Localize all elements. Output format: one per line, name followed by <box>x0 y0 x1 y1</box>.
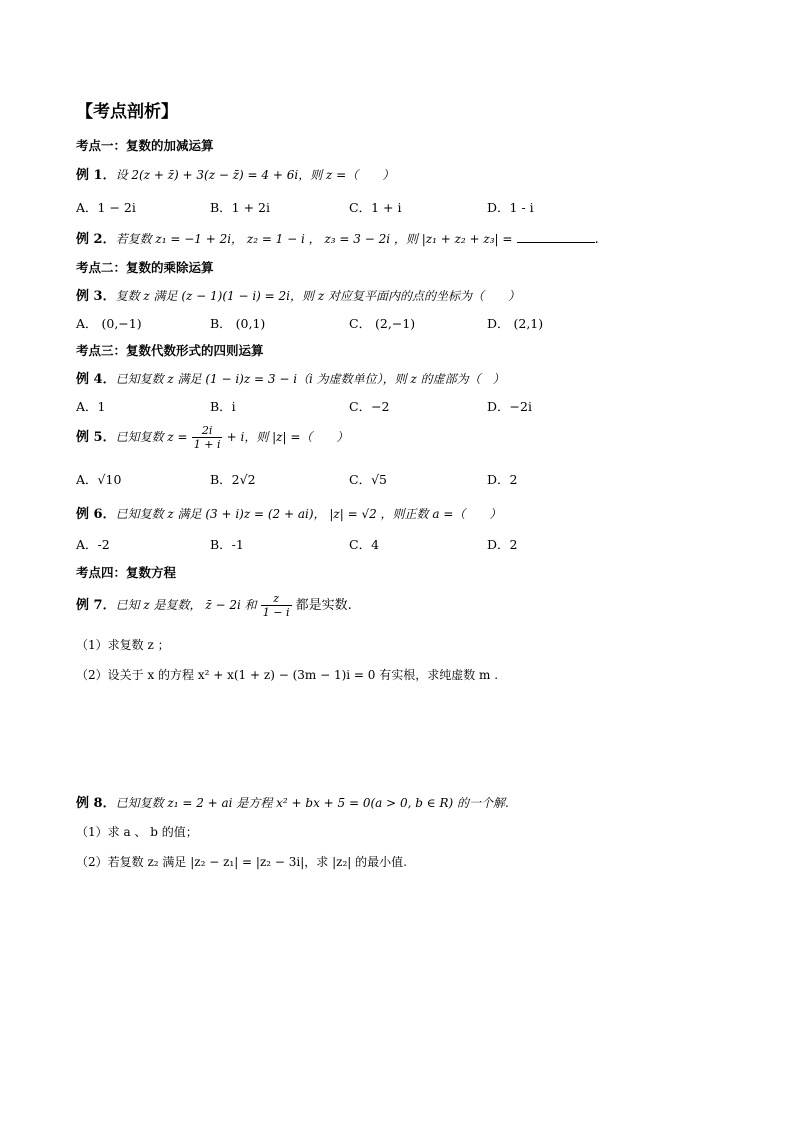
example-7-question-1: （1）求复数 z ； <box>76 638 170 652</box>
example-1-option-c: C．1 + i <box>349 200 402 215</box>
fraction-numerator: 2i <box>192 424 223 438</box>
example-8-question-2: （2）若复数 z₂ 满足 |z₂ − z₁| = |z₂ − 3i|，求 |z₂| 的最小值. <box>76 855 407 869</box>
example-4-label: 例 4． <box>76 372 116 387</box>
example-4-option-d: D．−2i <box>487 399 532 414</box>
example-3-option-c: C． (2,−1) <box>349 316 416 331</box>
example-8 <box>76 792 509 811</box>
example-5-option-a: A．√10 <box>76 472 122 487</box>
section-heading-4: 考点四：复数方程 <box>76 565 177 580</box>
example-4-option-c: C．−2 <box>349 399 390 414</box>
example-4-option-a: A．1 <box>76 399 106 414</box>
example-6-option-b: B．-1 <box>210 537 244 552</box>
example-5-option-c: C．√5 <box>349 472 387 487</box>
example-1-option-b: B．1 + 2i <box>210 200 271 215</box>
section-heading-3: 考点三：复数代数形式的四则运算 <box>76 343 264 358</box>
example-4-stem: 已知复数 z 满足 (1 − i)z = 3 − i（i 为虚数单位），则 z 的虚部为（ ） <box>115 372 505 386</box>
example-5-option-d: D．2 <box>487 472 518 487</box>
example-8-stem: 已知复数 z₁ = 2 + ai 是方程 x² + bx + 5 = 0(a > 0, b ∈ R) 的一个解. <box>115 796 509 810</box>
example-3-option-b: B． (0,1) <box>210 316 266 331</box>
example-8-question-1: （1）求 a 、 b 的值； <box>76 825 198 839</box>
example-3-option-d: D． (2,1) <box>487 316 544 331</box>
example-5-stem-pre: 已知复数 z = <box>115 430 188 444</box>
example-3-label: 例 3． <box>76 289 116 304</box>
example-2 <box>76 228 599 247</box>
example-3-stem: 复数 z 满足 (z − 1)(1 − i) = 2i，则 z 对应复平面内的点的坐标为（ ） <box>115 289 520 303</box>
example-7-stem-post: 都是实数. <box>295 598 352 613</box>
example-6-option-c: C．4 <box>349 537 380 552</box>
example-7-fraction <box>261 592 292 619</box>
example-2-stem: 若复数 z₁ = −1 + 2i， z₂ = 1 − i ， z₃ = 3 − 2i ，则 |z₁ + z₂ + z₃| = <box>115 232 513 246</box>
example-1 <box>76 164 394 183</box>
example-5-stem-post: + i，则 |z| =（ ） <box>226 430 349 444</box>
example-1-option-d: D．1 - i <box>487 200 534 215</box>
example-6-label: 例 6． <box>76 507 116 522</box>
example-7-label: 例 7． <box>76 598 116 613</box>
fraction-denominator: 1 − i <box>262 606 290 619</box>
example-7-question-2: （2）设关于 x 的方程 x² + x(1 + z) − (3m − 1)i = 0 有实根，求纯虚数 m . <box>76 668 499 682</box>
example-2-label: 例 2． <box>76 232 116 247</box>
example-1-stem: 设 2(z + z̄) + 3(z − z̄) = 4 + 6i，则 z =（ ） <box>115 168 395 182</box>
example-1-option-a: A．1 − 2i <box>76 200 136 215</box>
example-1-label: 例 1． <box>76 168 116 183</box>
example-3 <box>76 285 520 304</box>
example-5-option-b: B．2√2 <box>210 472 256 487</box>
example-6-stem: 已知复数 z 满足 (3 + i)z = (2 + ai)， |z| = √2 ，则正数 a =（ ） <box>115 507 502 521</box>
example-7-stem-pre: 已知 z 是复数， z̄ − 2i 和 <box>115 598 257 612</box>
example-8-label: 例 8． <box>76 796 116 811</box>
answer-blank[interactable] <box>517 230 595 243</box>
example-7 <box>76 592 352 619</box>
example-6-option-d: D．2 <box>487 537 518 552</box>
example-2-end: . <box>594 232 599 247</box>
example-4 <box>76 368 505 387</box>
example-6 <box>76 503 501 522</box>
example-5 <box>76 424 348 451</box>
example-6-option-a: A．-2 <box>76 537 110 552</box>
example-5-fraction <box>192 424 223 451</box>
page-title: 【考点剖析】 <box>76 102 178 122</box>
section-heading-2: 考点二：复数的乘除运算 <box>76 260 214 275</box>
example-5-label: 例 5． <box>76 430 116 445</box>
section-heading-1: 考点一：复数的加减运算 <box>76 138 214 153</box>
fraction-denominator: 1 + i <box>193 438 221 451</box>
example-3-option-a: A． (0,−1) <box>76 316 142 331</box>
fraction-numerator: z <box>261 592 292 606</box>
example-4-option-b: B．i <box>210 399 236 414</box>
